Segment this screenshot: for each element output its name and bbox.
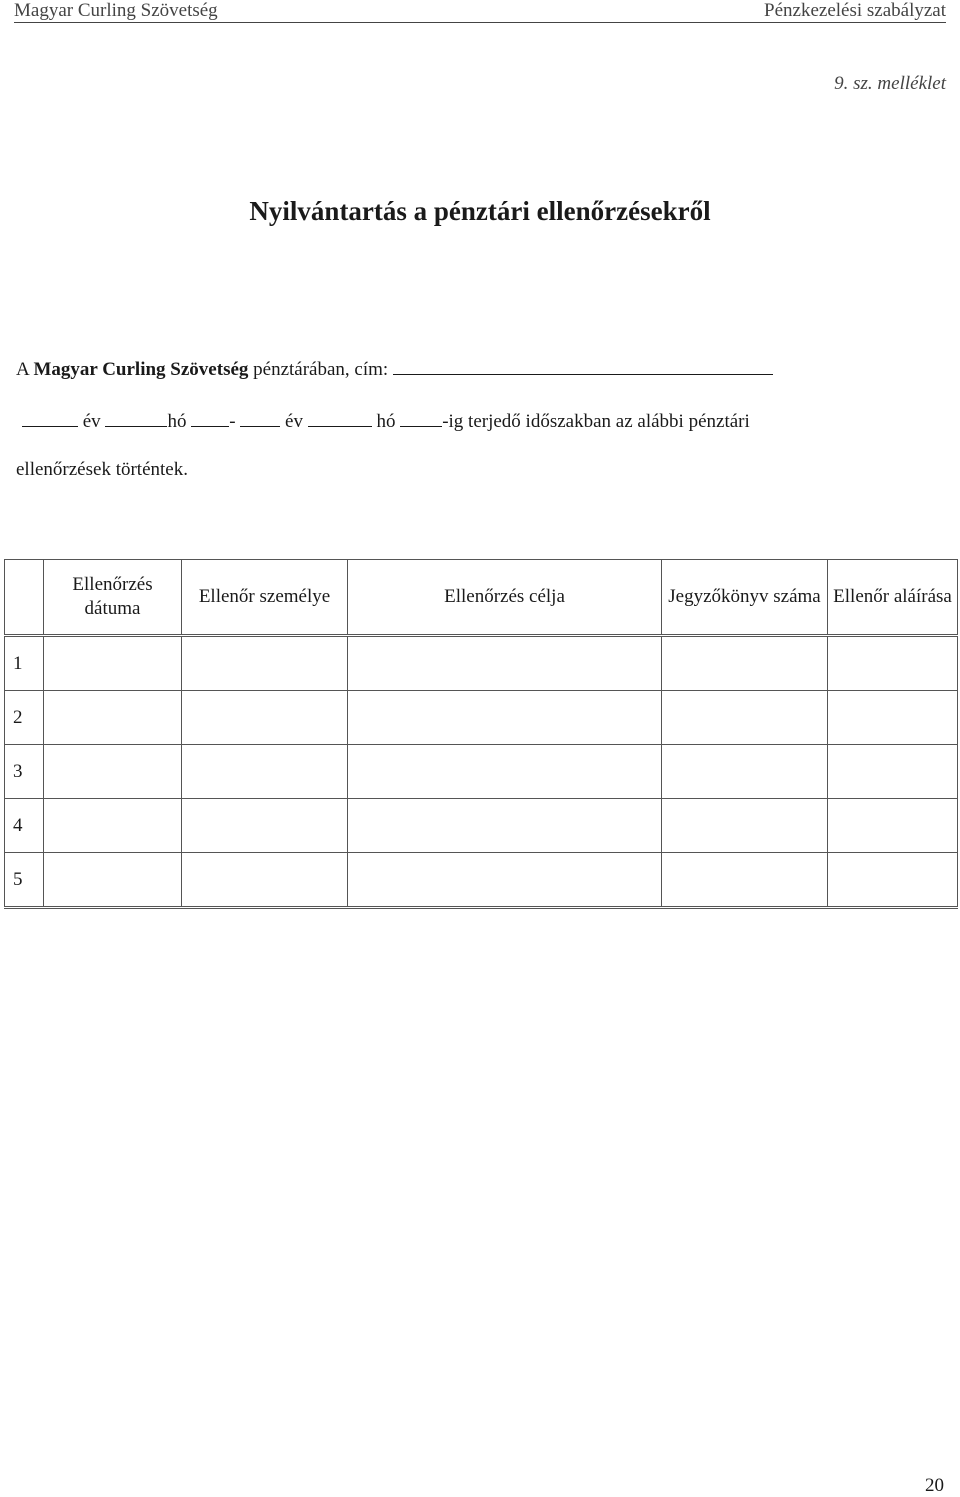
address-blank-field[interactable] [393,356,773,375]
row-number: 4 [5,799,44,853]
signature-cell[interactable] [828,745,958,799]
date-cell[interactable] [44,691,182,745]
table-row [5,745,958,799]
year-label-2: év [285,411,303,432]
month-label-1: hó [167,411,187,432]
inspector-cell[interactable] [182,636,348,691]
date-cell[interactable] [44,636,182,691]
header-organization: Magyar Curling Szövetség [14,0,218,21]
minutes-number-cell[interactable] [662,853,828,908]
page-header [14,0,946,23]
intro-line-3: ellenőrzések történtek. [16,459,188,480]
intro-line-2 [22,408,750,433]
signature-cell[interactable] [828,636,958,691]
intro-organization: Magyar Curling Szövetség [33,359,249,380]
page-number: 20 [925,1475,944,1496]
purpose-cell[interactable] [348,745,662,799]
date-cell[interactable] [44,799,182,853]
purpose-cell[interactable] [348,691,662,745]
day-to-blank[interactable] [400,408,442,427]
period-tail: -ig terjedő időszakban az alábbi pénztári [442,411,750,432]
table-row [5,799,958,853]
table-row [5,691,958,745]
minutes-number-cell[interactable] [662,636,828,691]
purpose-cell[interactable] [348,799,662,853]
period-dash: - [229,411,236,432]
intro-line-1 [16,356,773,381]
row-number: 1 [5,636,44,691]
row-number: 3 [5,745,44,799]
date-cell[interactable] [44,745,182,799]
purpose-cell[interactable] [348,636,662,691]
column-header-signature: Ellenőr aláírása [828,560,958,636]
header-document-name: Pénzkezelési szabályzat [764,0,946,21]
column-header-purpose: Ellenőrzés célja [348,560,662,636]
year-to-blank[interactable] [240,408,280,427]
signature-cell[interactable] [828,691,958,745]
inspection-table [4,559,958,909]
month-from-blank[interactable] [105,408,167,427]
row-number: 2 [5,691,44,745]
purpose-cell[interactable] [348,853,662,908]
month-label-2: hó [376,411,396,432]
minutes-number-cell[interactable] [662,799,828,853]
page-title: Nyilvántartás a pénztári ellenőrzésekről [249,196,711,226]
column-header-number [5,560,44,636]
month-to-blank[interactable] [308,408,372,427]
signature-cell[interactable] [828,853,958,908]
annex-label: 9. sz. melléklet [834,73,946,94]
year-label-1: év [82,411,101,432]
intro-prefix: A [16,359,34,380]
date-cell[interactable] [44,853,182,908]
row-number: 5 [5,853,44,908]
minutes-number-cell[interactable] [662,745,828,799]
inspector-cell[interactable] [182,691,348,745]
column-header-date: Ellenőrzés dátuma [44,560,182,636]
inspector-cell[interactable] [182,745,348,799]
table-row [5,636,958,691]
column-header-minutes-number: Jegyzőkönyv száma [662,560,828,636]
minutes-number-cell[interactable] [662,691,828,745]
column-header-inspector: Ellenőr személye [182,560,348,636]
day-from-blank[interactable] [191,408,229,427]
table-header-row [5,560,958,636]
intro-suffix: pénztárában, cím: [248,359,389,380]
table-row [5,853,958,908]
year-from-blank[interactable] [22,408,78,427]
signature-cell[interactable] [828,799,958,853]
inspector-cell[interactable] [182,799,348,853]
inspector-cell[interactable] [182,853,348,908]
